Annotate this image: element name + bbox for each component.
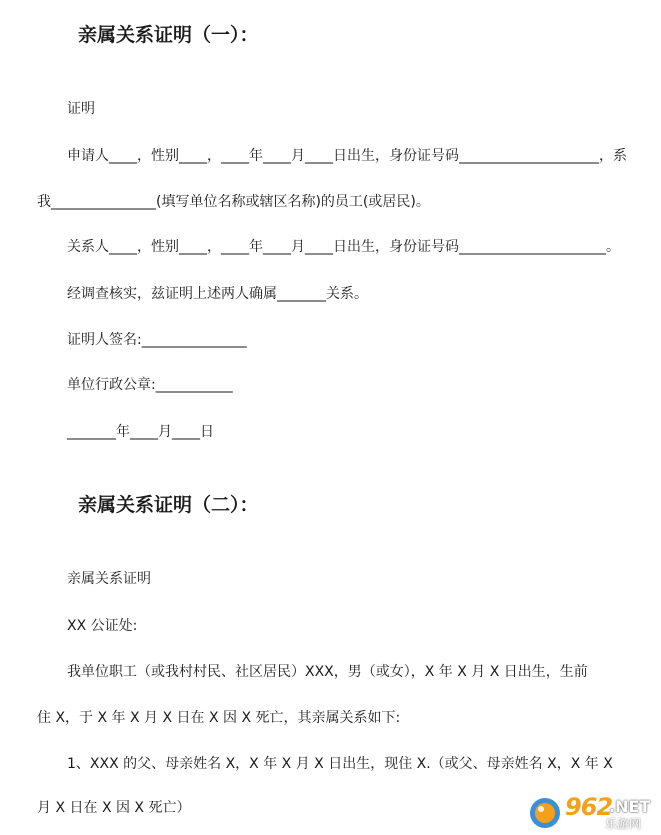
section-1-heading: 亲属关系证明（一）： — [78, 24, 259, 46]
section-1-line-6: 证明人签名:_______________ — [67, 332, 247, 348]
section-1-line-4: 关系人____，性别____，____年____月____日出生，身份证号码_____________________。 — [67, 239, 620, 255]
section-2-line-3: 我单位职工（或我村村民、社区居民）XXX，男（或女），X 年 X 月 X 日出生，生前 — [67, 664, 588, 680]
section-1-line-7: 单位行政公章:___________ — [67, 377, 233, 393]
section-1-line-5: 经调查核实，兹证明上述两人确属_______关系。 — [67, 286, 368, 302]
watermark-site-name: 乐游网 — [605, 817, 642, 831]
section-1-line-1: 证明 — [67, 101, 95, 117]
section-2-heading: 亲属关系证明（二）： — [78, 494, 259, 516]
section-1-line-2: 申请人____，性别____，____年____月____日出生，身份证号码____________________，系 — [67, 148, 627, 164]
watermark-logo-icon — [527, 795, 567, 831]
section-1-line-8: _______年____月____日 — [67, 424, 214, 440]
watermark-number: 962 — [565, 793, 613, 821]
section-2-line-6: 月 X 日在 X 因 X 死亡） — [37, 800, 191, 816]
section-2-line-2: XX 公证处: — [67, 618, 138, 634]
section-2-line-4: 住 X，于 X 年 X 月 X 日在 X 因 X 死亡，其亲属关系如下: — [37, 710, 401, 726]
section-1-line-3: 我_______________(填写单位名称或辖区名称)的员工(或居民)。 — [37, 194, 430, 210]
site-watermark — [527, 795, 655, 831]
section-2-line-5: 1、XXX 的父、母亲姓名 X，X 年 X 月 X 日出生，现住 X.（或父、母亲姓名 X，X 年 X — [67, 756, 613, 772]
section-2-line-1: 亲属关系证明 — [67, 571, 151, 587]
watermark-suffix: .NET — [609, 797, 651, 816]
